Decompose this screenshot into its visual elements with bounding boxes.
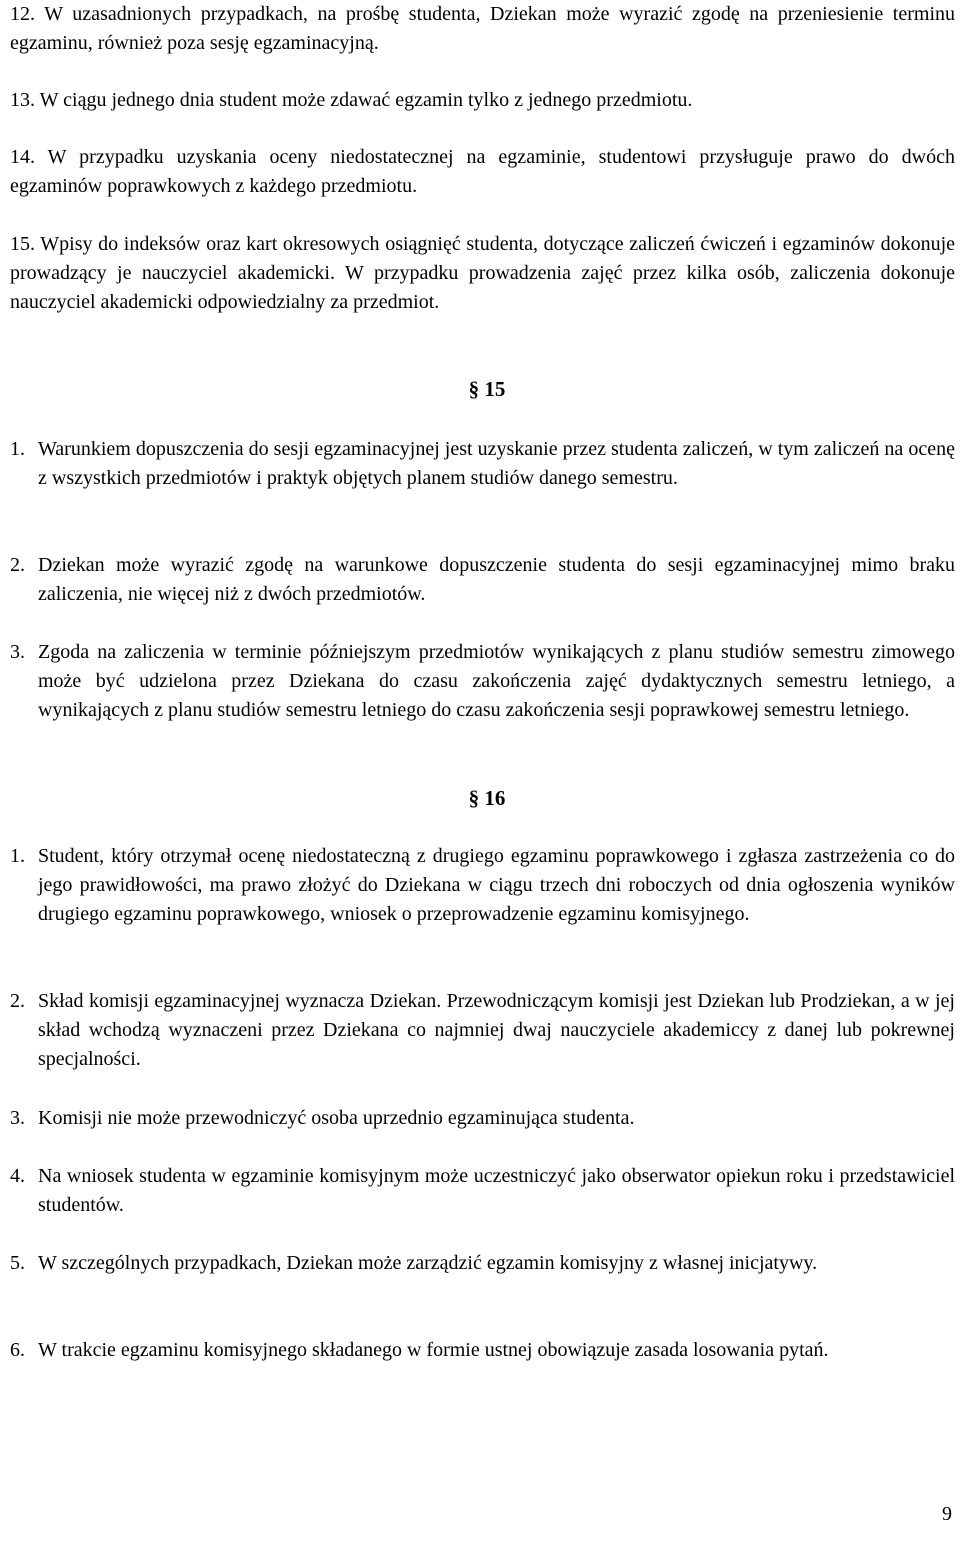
- item-number: 2.: [10, 554, 25, 576]
- item-text: Student, który otrzymał ocenę niedostateczną z drugiego egzaminu poprawkowego i zgłasza zastrzeżenia co do jego prawidłowości, ma prawo złożyć do Dziekana w ciągu trzech dni roboczych od dnia ogłoszenia wyników drugiego egzaminu poprawkowego, wniosek o przeprowadzenie egzaminu komisyjnego.: [38, 845, 955, 925]
- section-16-item-4: [10, 1162, 955, 1220]
- item-number: 14.: [10, 146, 35, 168]
- section-heading-15: [0, 375, 960, 404]
- item-number: 3.: [10, 641, 25, 663]
- section-16-item-1: [10, 842, 955, 929]
- section-16-item-2: [10, 987, 955, 1074]
- item-text: Wpisy do indeksów oraz kart okresowych osiągnięć studenta, dotyczące zaliczeń ćwiczeń i egzaminów dokonuje prowadzący je nauczyciel akademicki. W przypadku prowadzenia zajęć przez kilka osób, zaliczenia dokonuje nauczyciel akademicki odpowiedzialny za przedmiot.: [10, 233, 956, 313]
- item-number: 3.: [10, 1107, 25, 1129]
- item-text: Skład komisji egzaminacyjnej wyznacza Dziekan. Przewodniczącym komisji jest Dziekan lub Prodziekan, a w jej skład wchodzą wyznaczeni przez Dziekana co najmniej dwaj nauczyciele akademiccy z danej lub pokrewnej specjalności.: [38, 990, 955, 1070]
- item-text: W trakcie egzaminu komisyjnego składanego w formie ustnej obowiązuje zasada losowania pytań.: [38, 1339, 829, 1361]
- item-text: W ciągu jednego dnia student może zdawać egzamin tylko z jednego przedmiotu.: [39, 89, 693, 111]
- list-item-15: [10, 230, 955, 317]
- item-number: 1.: [10, 845, 25, 867]
- section-heading-text: § 15: [468, 377, 506, 401]
- item-text: W szczególnych przypadkach, Dziekan może zarządzić egzamin komisyjny z własnej inicjatywy.: [38, 1252, 818, 1274]
- section-heading-16: [0, 784, 960, 813]
- item-number: 2.: [10, 990, 25, 1012]
- item-number: 13.: [10, 89, 35, 111]
- item-number: 12.: [10, 3, 35, 25]
- item-number: 1.: [10, 438, 25, 460]
- section-heading-text: § 16: [468, 786, 506, 810]
- list-item-13: [10, 86, 955, 115]
- section-15-item-3: [10, 638, 955, 725]
- section-16-item-6: [10, 1336, 955, 1365]
- item-text: W uzasadnionych przypadkach, na prośbę studenta, Dziekan może wyrazić zgodę na przeniesienie terminu egzaminu, również poza sesję egzaminacyjną.: [10, 3, 956, 54]
- list-item-12: [10, 0, 955, 58]
- section-16-item-3: [10, 1104, 955, 1133]
- item-number: 6.: [10, 1339, 25, 1361]
- item-text: Dziekan może wyrazić zgodę na warunkowe dopuszczenie studenta do sesji egzaminacyjnej mimo braku zaliczenia, nie więcej niż z dwóch przedmiotów.: [38, 554, 955, 605]
- section-15-item-1: [10, 435, 955, 493]
- page-number: 9: [942, 1503, 952, 1525]
- item-text: Na wniosek studenta w egzaminie komisyjnym może uczestniczyć jako obserwator opiekun roku i przedstawiciel studentów.: [38, 1165, 955, 1216]
- section-16-item-5: [10, 1249, 955, 1278]
- section-15-item-2: [10, 551, 955, 609]
- item-number: 4.: [10, 1165, 25, 1187]
- item-number: 15.: [10, 233, 35, 255]
- item-text: Zgoda na zaliczenia w terminie późniejszym przedmiotów wynikających z planu studiów semestru zimowego może być udzielona przez Dziekana do czasu zakończenia zajęć dydaktycznych semestru letniego, a wynikających z planu studiów semestru letniego do czasu zakończenia sesji poprawkowej semestru letniego.: [38, 641, 955, 721]
- item-number: 5.: [10, 1252, 25, 1274]
- list-item-14: [10, 143, 955, 201]
- item-text: W przypadku uzyskania oceny niedostatecznej na egzaminie, studentowi przysługuje prawo do dwóch egzaminów poprawkowych z każdego przedmiotu.: [10, 146, 955, 197]
- item-text: Warunkiem dopuszczenia do sesji egzaminacyjnej jest uzyskanie przez studenta zaliczeń, w tym zaliczeń na ocenę z wszystkich przedmiotów i praktyk objętych planem studiów danego semestru.: [38, 438, 955, 489]
- item-text: Komisji nie może przewodniczyć osoba uprzednio egzaminująca studenta.: [38, 1107, 635, 1129]
